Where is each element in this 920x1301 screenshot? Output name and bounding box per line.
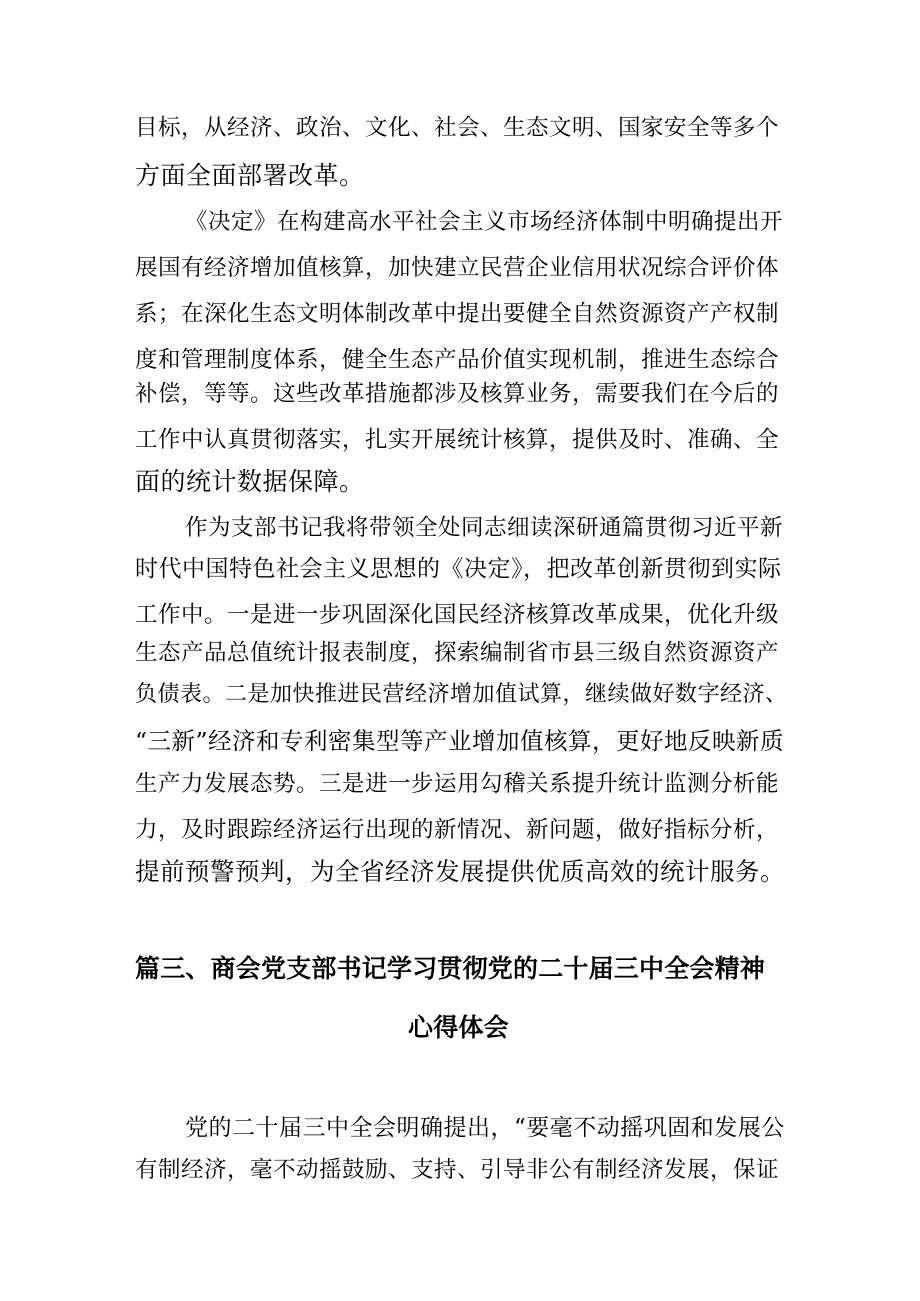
paragraph-2-line-5: 补偿，等等。这些改革措施都涉及核算业务，需要我们在今后的 [135,381,780,407]
paragraph-3-line-7: 生产力发展态势。三是进一步运用勾稽关系提升统计监测分析能 [135,771,780,797]
paragraph-3-line-3: 工作中。一是进一步巩固深化国民经济核算改革成果，优化升级 [135,602,780,628]
paragraph-2-line-3: 系；在深化生态文明体制改革中提出要健全自然资源资产产权制 [135,301,780,327]
paragraph-2-line-1: 《决定》在构建高水平社会主义市场经济体制中明确提出开 [185,209,784,235]
paragraph-3-line-6: “三新”经济和专利密集型等产业增加值核算，更好地反映新质 [135,727,785,755]
paragraph-1-line-2: 方面全面部署改革。 [135,161,365,190]
paragraph-3-line-8: 力，及时跟踪经济运行出现的新情况、新问题，做好指标分析， [135,817,780,843]
paragraph-3-line-2: 时代中国特色社会主义思想的《决定》，把改革创新贯彻到实际 [135,556,782,582]
section-heading-line-2: 心得体会 [408,1013,509,1042]
paragraph-2-line-6: 工作中认真贯彻落实，扎实开展统计核算，提供及时、准确、全 [135,427,780,453]
paragraph-4-line-1: 党的二十届三中全会明确提出，“要毫不动摇巩固和发展公 [185,1115,785,1141]
paragraph-4-line-2: 有制经济，毫不动摇鼓励、支持、引导非公有制经济发展，保证 [135,1157,780,1183]
paragraph-2-line-4: 度和管理制度体系，健全生态产品价值实现机制，推进生态综合 [135,347,780,373]
paragraph-2-line-2: 展国有经济增加值核算，加快建立民营企业信用状况综合评价体 [135,255,780,281]
paragraph-2-line-7: 面的统计数据保障。 [135,467,365,496]
paragraph-3-line-5: 负债表。二是加快推进民营经济增加值试算，继续做好数字经济、 [135,682,788,707]
paragraph-3-line-4: 生态产品总值统计报表制度，探索编制省市县三级自然资源资产 [135,640,780,666]
paragraph-3-line-9: 提前预警预判，为全省经济发展提供优质高效的统计服务。 [135,857,785,886]
paragraph-1-line-1: 目标，从经济、政治、文化、社会、生态文明、国家安全等多个 [135,115,780,141]
paragraph-3-line-1: 作为支部书记我将带领全处同志细读深研通篇贯彻习近平新 [185,515,784,541]
section-heading-line-1: 篇三、商会党支部书记学习贯彻党的二十届三中全会精神 [135,954,766,983]
